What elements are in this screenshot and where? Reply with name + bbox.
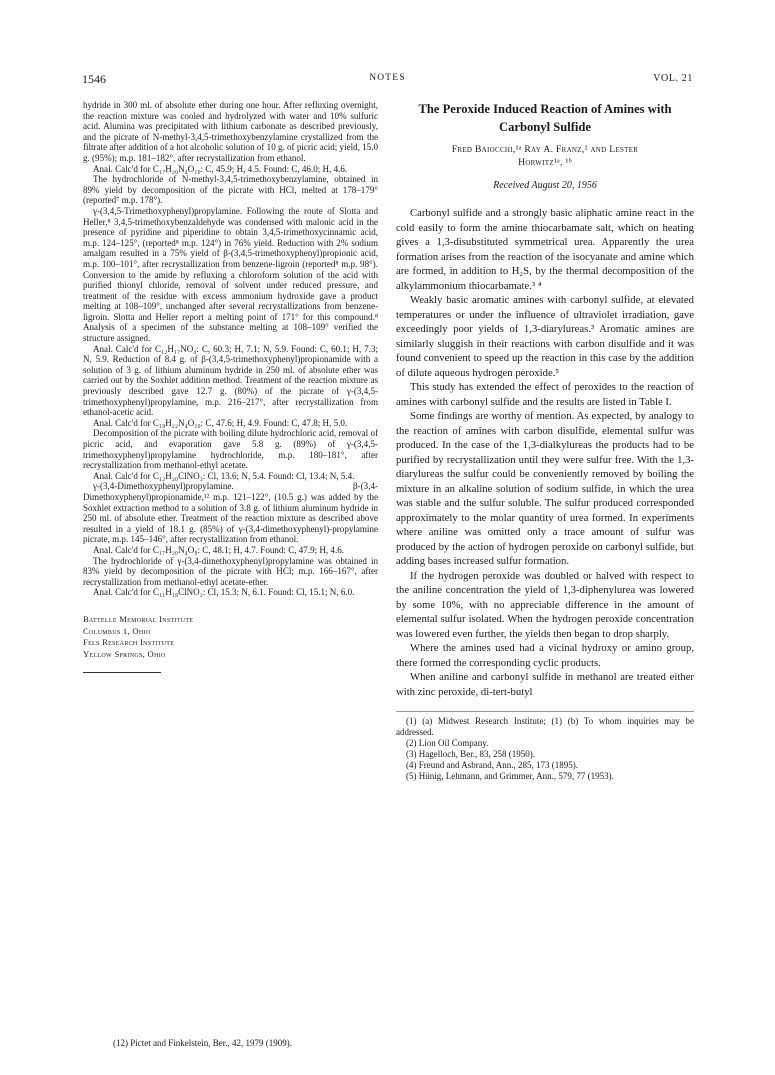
paragraph: The hydrochloride of γ-(3,4-dimethoxyphenyl)propylamine was obtained in 83% yield by decomposition of the picrate with HCl; m.p. 166–167°, after recrystallization from methanol-ethyl acetate-ether. xyxy=(83,555,378,587)
footnote: (2) Lion Oil Company. xyxy=(406,738,489,748)
footnotes xyxy=(396,716,694,782)
running-header xyxy=(82,72,693,88)
author-byline xyxy=(396,144,694,169)
paragraph: Where the amines used had a vicinal hydroxy or amino group, there formed the corresponding cyclic products. xyxy=(396,642,694,669)
affiliation-line: Battelle Memorial Institute xyxy=(83,613,194,624)
right-column xyxy=(396,100,694,782)
affiliation-block xyxy=(83,614,378,660)
volume-label: VOL. 21 xyxy=(653,73,693,84)
received-date: Received August 20, 1956 xyxy=(493,180,597,191)
paragraph: This study has extended the effect of peroxides to the reaction of amines with carbonyl sulfide and the results are listed in Table I. xyxy=(396,381,694,408)
paragraph: Anal. Calc'd for C₁₈H₂₂N₄O₁₀: C, 47.6; H, 4.9. Found: C, 47.8; H, 5.0. xyxy=(93,417,348,428)
footnote-divider xyxy=(396,711,694,712)
affiliation-line: Columbus 1, Ohio xyxy=(83,625,151,636)
paragraph: Anal. Calc'd for C₁₂H₂₀ClNO₃: Cl, 13.6; N, 5.4. Found: Cl, 13.4; N, 5.4. xyxy=(93,470,355,481)
footnote: (5) Hünig, Lehmann, and Grimmer, Ann., 579, 77 (1953). xyxy=(406,771,614,781)
footnote-12: (12) Pictet and Finkelstein, Ber., 42, 1979 (1909). xyxy=(113,1038,292,1048)
paragraph: hydride in 300 ml. of absolute ether during one hour. After refluxing overnight, the reaction mixture was cooled and hydrolyzed with water and 10% sulfuric acid. Alumina was precipitated with lithium carbonate as described previously, and the picrate of N-methyl-3,4,5-trimethoxybenzylamine crystallized from the filtrate after addition of a hot alcoholic solution of 10 g. of picric acid; yield, 15.0 g. (95%); m.p. 181–182°, after recrystallization from ethanol. xyxy=(83,100,378,163)
paragraph: Anal. Calc'd for C₁₂H₁₇NO₄: C, 60.3; H, 7.1; N, 5.9. Found: C, 60.1; H, 7.3; N, 5.9. Reduction of 8.4 g. of β-(3,4,5-trimethoxyphenyl)propionamide with a solution of 3 g. of lithium aluminum hydride in 250 ml. of absolute ether was carried out by the Soxhlet addition method. Treatment of the reaction mixture as previously described gave 12.7 g. (80%) of the picrate of γ-(3,4,5-trimethoxyphenyl)propylamine, m.p. 216–217°, after recrystallization from ethanol-acetic acid. xyxy=(83,343,378,418)
paragraph: Decomposition of the picrate with boiling dilute hydrochloric acid, removal of picric acid, and evaporation gave 5.8 g. (89%) of γ-(3,4,5-trimethoxyphenyl)propylamine hydrochloride, m.p. 180–181°, after recrystallization from methanol-ethyl acetate. xyxy=(83,428,378,471)
author-line: Horwitz¹ᵃ, ¹ᵇ xyxy=(518,156,572,168)
paragraph: Anal. Calc'd for C₁₇H₂₀N₄O₉: C, 48.1; H, 4.7. Found: C, 47.9; H, 4.6. xyxy=(93,544,344,555)
article-title-line: The Peroxide Induced Reaction of Amines with xyxy=(418,102,672,116)
page-number: 1546 xyxy=(82,72,106,86)
author-line: Fred Baiocchi,¹ᵃ Ray A. Franz,² and Lester xyxy=(451,144,639,155)
paragraph: γ-(3,4-Dimethoxyphenyl)propylamine. β-(3,4-Dimethoxyphenyl)propionamide,¹² m.p. 121–122°, (10.5 g.) was added by the Soxhlet extraction method to a solution of 3.8 g. of lithium aluminum hydride in 250 ml. of absolute ether. Treatment of the reaction mixture as described above resulted in a yield of 18.1 g. (85%) of γ-(3,4-dimethoxyphenyl)-propylamine picrate, m.p. 145–146°, after recrystallization from ethanol. xyxy=(83,481,378,545)
paragraph: Anal. Calc'd for C₁₇H₂₀N₄O₁₀: C, 45.9; H, 4.5. Found: C, 46.0; H, 4.6. xyxy=(93,163,348,174)
footnote-divider xyxy=(83,672,161,673)
footnote: (4) Freund and Asbrand, Ann., 285, 173 (1895). xyxy=(406,760,578,770)
article-title xyxy=(396,100,694,136)
affiliation-line: Fels Research Institute xyxy=(83,637,175,648)
paragraph: The hydrochloride of N-methyl-3,4,5-trimethoxybenzylamine, obtained in 89% yield by decomposition of the picrate with HCl, melted at 178–179° (reported⁷ m.p. 178°). xyxy=(83,174,378,206)
section-label: NOTES xyxy=(369,73,406,83)
left-column xyxy=(83,100,378,673)
paragraph: Anal. Calc'd for C₁₁H₁₈ClNO₂: Cl, 15.3; N, 6.1. Found: Cl, 15.1; N, 6.0. xyxy=(93,587,355,598)
paragraph: γ-(3,4,5-Trimethoxyphenyl)propylamine. Following the route of Slotta and Heller,⁸ 3,4,5-trimethoxybenzaldehyde was condensed with malonic acid in the presence of pyridine and piperidine to obtain 3,4,5-trimethoxycinnamic acid, m.p. 124–125°, (reported⁸ m.p. 124°) in 76% yield. Reduction with 2% sodium amalgam resulted in a 75% yield of β-(3,4,5-trimethoxyphenyl)propionic acid, m.p. 100–101°, after recrystallization from benzene-ligroin (reported⁸ m.p. 98°). Conversion to the amide by refluxing a chloroform solution of the acid with purified thionyl chloride, removal of solvent under reduced pressure, and treatment of the residue with excess ammonium hydroxide gave a product melting at 108–109°, unchanged after several recrystallizations from benzene-ligroin. Slotta and Heller report a melting point of 171° for this compound.⁸ Analysis of a specimen of the substance melting at 108–109° verified the structure assigned. xyxy=(83,205,378,344)
affiliation-line: Yellow Springs, Ohio xyxy=(83,648,166,659)
paragraph: If the hydrogen peroxide was doubled or halved with respect to the aniline concentration the yield of 1,3-diphenylurea was lowered by some 10%, with no appreciable difference in the amount of elemental sulfur isolated. When the hydrogen peroxide concentration was lowered even further, the yields then began to drop sharply. xyxy=(396,569,694,640)
paragraph: Weakly basic aromatic amines with carbonyl sulfide, at elevated temperatures or under the influence of ultraviolet irradiation, gave exceedingly poor yields of 1,3-diarylureas.³ Aromatic amines are similarly sluggish in their reactions with carbon disulfide and it was found convenient to speed up the reaction in this case by the addition of dilute aqueous hydrogen peroxide.⁵ xyxy=(396,294,694,379)
footnote: (3) Hagelloch, Ber., 83, 258 (1950). xyxy=(406,749,535,759)
footnote: (1) (a) Midwest Research Institute; (1) (b) To whom inquiries may be addressed. xyxy=(396,716,694,737)
article-body xyxy=(396,206,694,699)
paragraph: Carbonyl sulfide and a strongly basic aliphatic amine react in the cold easily to form the amine thiocarbamate salt, which on heating gives a 1,3-disubstituted symmetrical urea. Apparently the urea formation arises from the reaction of the isocyanate and amine which are formed, in addition to H₂S, by the thermal decomposition of the alkylammonium thiocarbamate.³ ⁴ xyxy=(396,207,694,292)
paragraph: Some findings are worthy of mention. As expected, by analogy to the reaction of amines with carbon disulfide, elemental sulfur was produced. In the case of the 1,3-dialkylureas the products had to be purified by recrystallization until they were sulfur free. With the 1,3-diarylureas the sulfur could be conveniently removed by boiling the mixture in an alkaline solution of sodium sulfide, in which the urea was stable and the sulfur soluble. The sulfur produced corresponded approximately to the molar quantity of urea formed. In experiments where aniline was omitted only a trace amount of sulfur was produced by the action of hydrogen peroxide on carbonyl sulfide, but adding bases increased sulfur formation. xyxy=(396,410,694,567)
article-title-line: Carbonyl Sulfide xyxy=(498,120,592,134)
paragraph: When aniline and carbonyl sulfide in methanol are treated either with zinc peroxide, di-tert-butyl xyxy=(396,671,694,698)
